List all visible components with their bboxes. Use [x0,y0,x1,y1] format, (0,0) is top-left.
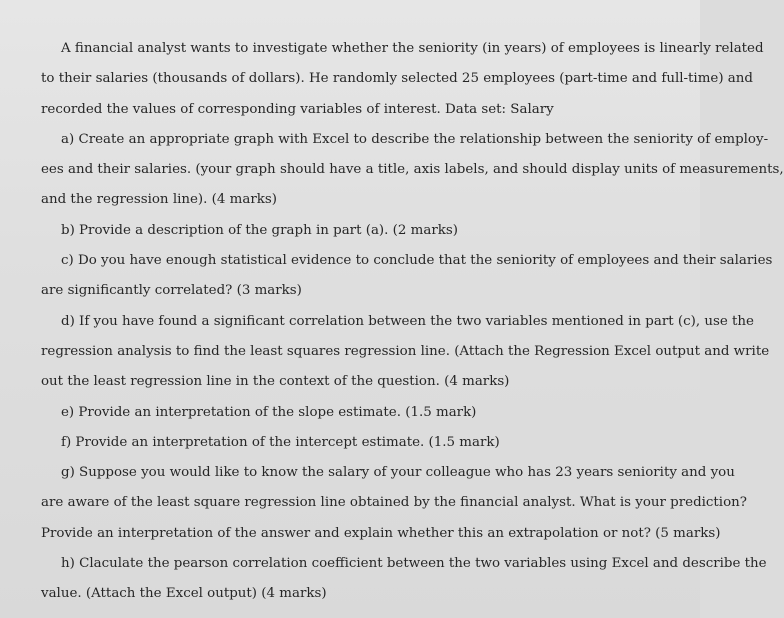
question-d-line-3: out the least regression line in the context of the question. (4 marks) [41,374,510,390]
intro-line-2: to their salaries (thousands of dollars). He randomly selected 25 employees (part-time and full-time) and [41,71,753,87]
question-g-line-2: are aware of the least square regression line obtained by the financial analyst. What is your prediction? [41,495,747,511]
question-a-line-1: a) Create an appropriate graph with Excel to describe the relationship between the seniority of employ- [61,131,769,147]
question-d-line-1: d) If you have found a significant correlation between the two variables mentioned in part (c), use the [61,313,754,329]
question-h-line-1: h) Claculate the pearson correlation coefficient between the two variables using Excel and describe the [61,556,767,572]
question-h-line-2: value. (Attach the Excel output) (4 marks) [41,586,327,602]
question-d-line-2: regression analysis to find the least squares regression line. (Attach the Regression Excel output and write [41,343,770,359]
question-b-line-1: b) Provide a description of the graph in part (a). (2 marks) [61,222,458,238]
question-e-line-1: e) Provide an interpretation of the slope estimate. (1.5 mark) [61,404,477,420]
question-f-line-1: f) Provide an interpretation of the intercept estimate. (1.5 mark) [61,434,500,450]
question-c-line-1: c) Do you have enough statistical evidence to conclude that the seniority of employees and their salaries [61,253,773,269]
question-g-line-1: g) Suppose you would like to know the salary of your colleague who has 23 years seniority and you [61,465,735,481]
intro-line-1: A financial analyst wants to investigate whether the seniority (in years) of employees is linearly related [61,41,764,56]
question-g-line-3: Provide an interpretation of the answer and explain whether this an extrapolation or not? (5 marks) [41,525,721,541]
intro-line-3: recorded the values of corresponding variables of interest. Data set: Salary [41,101,554,117]
question-a-line-2: ees and their salaries. (your graph should have a title, axis labels, and should display units of measurements, [41,162,784,178]
question-c-line-2: are significantly correlated? (3 marks) [41,283,302,299]
question-a-line-3: and the regression line). (4 marks) [41,192,277,208]
